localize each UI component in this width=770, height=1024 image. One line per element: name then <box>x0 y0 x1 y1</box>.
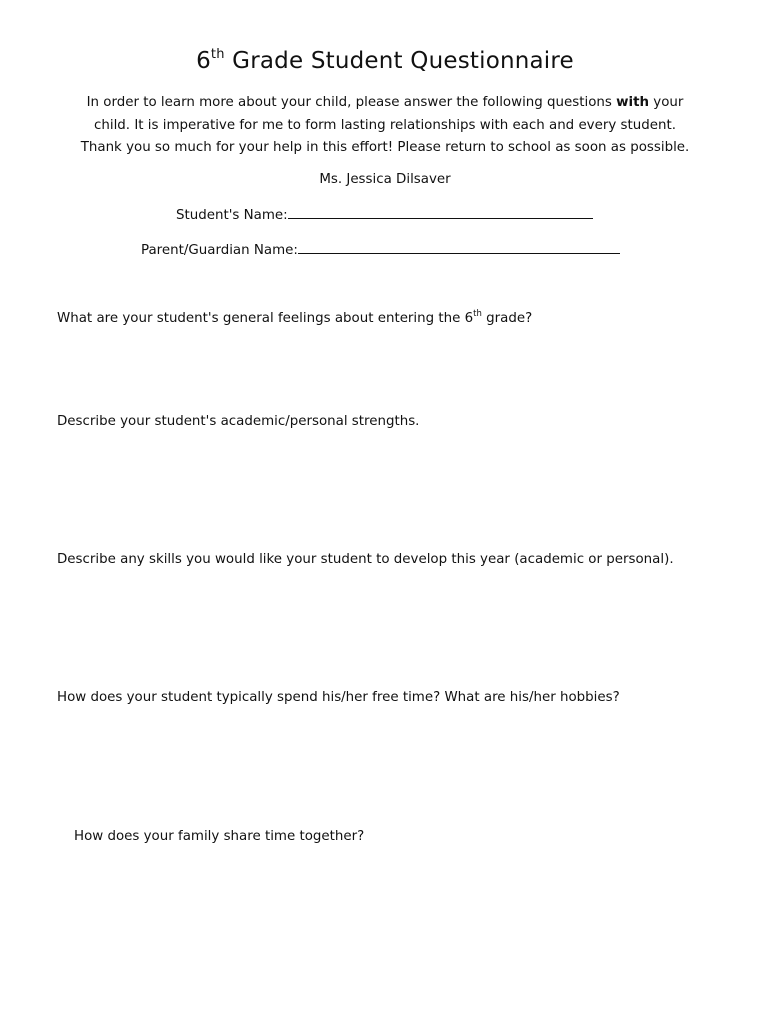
parent-name-label: Parent/Guardian Name: <box>141 243 298 258</box>
parent-name-field <box>141 241 620 258</box>
intro-line-1 <box>48 92 722 115</box>
question-feelings-superscript: th <box>473 309 482 319</box>
intro-line-3: Thank you so much for your help in this effort! Please return to school as soon as possible. <box>80 140 690 155</box>
intro-bold-word: with <box>616 95 650 110</box>
intro-line-1-start: In order to learn more about your child, please answer the following questions <box>86 95 617 110</box>
intro-line-2: child. It is imperative for me to form lasting relationships with each and every student. <box>94 117 676 133</box>
page-title <box>0 48 770 74</box>
teacher-name: Ms. Jessica Dilsaver <box>319 172 451 187</box>
parent-name-blank-line[interactable] <box>298 241 620 254</box>
question-feelings-end: grade? <box>481 311 533 326</box>
question-feelings-text: What are your student's general feelings about entering the 6 <box>57 311 474 326</box>
student-name-field <box>176 206 593 223</box>
title-superscript: th <box>210 47 225 62</box>
question-free-time: How does your student typically spend his/her free time? What are his/her hobbies? <box>57 690 620 705</box>
student-name-label: Student's Name: <box>176 208 288 223</box>
question-feelings <box>57 311 532 326</box>
title-grade-number: 6 <box>196 48 211 74</box>
intro-line-1-end: your <box>649 95 684 110</box>
title-text: Grade Student Questionnaire <box>224 48 574 74</box>
question-strengths: Describe your student's academic/personal strengths. <box>57 414 420 429</box>
intro-paragraph <box>48 92 722 160</box>
question-family-time: How does your family share time together? <box>74 829 365 844</box>
student-name-blank-line[interactable] <box>288 206 593 219</box>
question-skills: Describe any skills you would like your student to develop this year (academic or personal). <box>57 552 674 567</box>
